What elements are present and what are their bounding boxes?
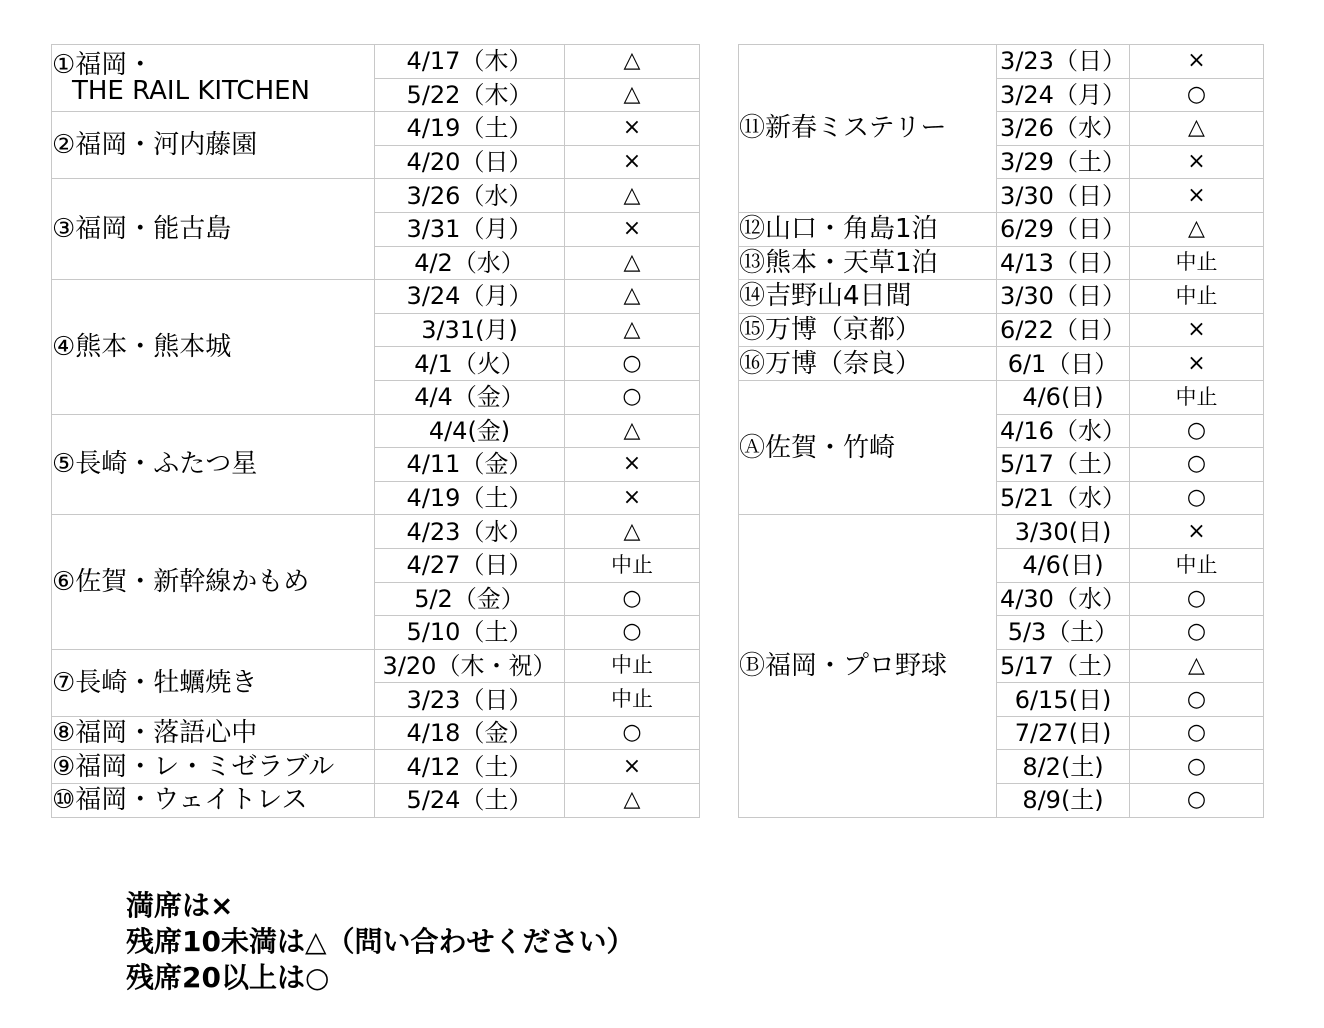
- seat-status: △: [565, 784, 700, 818]
- departure-date: 7/27(日): [997, 716, 1130, 750]
- route-name-line: ⑤長崎・ふたつ星: [52, 449, 258, 480]
- route-name: [739, 280, 997, 314]
- schedule-row: [739, 280, 1264, 314]
- route-name: [52, 414, 375, 515]
- seat-status: ○: [1130, 683, 1264, 717]
- route-name-line: THE RAIL KITCHEN: [72, 76, 310, 107]
- schedule-row: [52, 280, 700, 314]
- seat-status: ○: [1130, 481, 1264, 515]
- departure-date: 4/17（木）: [375, 45, 565, 79]
- route-name-line: ⑦長崎・牡蠣焼き: [52, 667, 258, 698]
- schedule-row: [739, 380, 1264, 414]
- schedule-row: [52, 784, 700, 818]
- schedule-row: [52, 414, 700, 448]
- route-name: [739, 313, 997, 347]
- schedule-row: [52, 649, 700, 683]
- schedule-row: [739, 212, 1264, 246]
- departure-date: 4/19（土）: [375, 481, 565, 515]
- departure-date: 5/24（土）: [375, 784, 565, 818]
- route-name-line: ⑯万博（奈良）: [739, 348, 922, 379]
- schedule-row: [52, 179, 700, 213]
- seat-status: △: [565, 515, 700, 549]
- seat-status: ×: [565, 448, 700, 482]
- seat-status: △: [565, 45, 700, 79]
- departure-date: 6/1（日）: [997, 347, 1130, 381]
- route-name: [52, 716, 375, 750]
- seat-status: △: [565, 78, 700, 112]
- departure-date: 3/23（日）: [375, 683, 565, 717]
- legend-many-seats: 残席20以上は○: [126, 961, 330, 994]
- route-name-line: ⑥佐賀・新幹線かもめ: [52, 567, 310, 597]
- route-name: [52, 784, 375, 818]
- departure-date: 3/20（木・祝）: [375, 649, 565, 683]
- departure-date: 5/17（土）: [997, 649, 1130, 683]
- schedule-row: [52, 716, 700, 750]
- departure-date: 3/31(月): [375, 313, 565, 347]
- seat-status: △: [1130, 649, 1264, 683]
- seat-status: ○: [1130, 616, 1264, 650]
- seat-status: △: [1130, 212, 1264, 246]
- seat-status: 中止: [565, 683, 700, 717]
- route-name-line: ⑨福岡・レ・ミゼラブル: [52, 751, 335, 782]
- seat-status: △: [565, 313, 700, 347]
- seat-status: ×: [1130, 313, 1264, 347]
- seat-status: 中止: [565, 548, 700, 582]
- departure-date: 4/16（水）: [997, 414, 1130, 448]
- departure-date: 4/4（金）: [375, 380, 565, 414]
- route-name: [739, 380, 997, 514]
- route-name-line: ⑧福岡・落語心中: [52, 718, 258, 749]
- seat-status: 中止: [1130, 280, 1264, 314]
- seat-status: ○: [565, 380, 700, 414]
- seat-status: ○: [565, 347, 700, 381]
- departure-date: 4/23（水）: [375, 515, 565, 549]
- departure-date: 8/9(土): [997, 784, 1130, 818]
- route-name: [52, 750, 375, 784]
- route-name-line: ⑭吉野山4日間: [739, 281, 912, 312]
- departure-date: 4/19（土）: [375, 112, 565, 146]
- route-name: [52, 179, 375, 280]
- departure-date: 5/3（土）: [997, 616, 1130, 650]
- seat-status: ○: [565, 582, 700, 616]
- route-name: [52, 45, 375, 112]
- seat-status: ×: [1130, 45, 1264, 79]
- seat-status: ○: [1130, 750, 1264, 784]
- legend-full: 満席は×: [126, 889, 234, 922]
- departure-date: 5/2（金）: [375, 582, 565, 616]
- route-name-line: ④熊本・熊本城: [52, 331, 232, 362]
- schedule-row: [52, 515, 700, 549]
- departure-date: 3/24（月）: [375, 280, 565, 314]
- route-name: [52, 280, 375, 414]
- seat-status: ×: [1130, 145, 1264, 179]
- seat-status: ○: [1130, 582, 1264, 616]
- seat-status: ×: [565, 212, 700, 246]
- seat-status: ○: [1130, 784, 1264, 818]
- departure-date: 5/22（木）: [375, 78, 565, 112]
- schedule-table-left: [51, 44, 700, 818]
- seat-status: ×: [565, 112, 700, 146]
- seat-status: △: [1130, 112, 1264, 146]
- route-name-line: ⑮万博（京都）: [739, 315, 922, 346]
- route-name-line: ①福岡・: [52, 50, 154, 81]
- departure-date: 4/13（日）: [997, 246, 1130, 280]
- seat-status: △: [565, 414, 700, 448]
- legend-few-seats: 残席10未満は△（問い合わせください）: [126, 925, 635, 958]
- departure-date: 4/1（火）: [375, 347, 565, 381]
- seat-status: ○: [565, 616, 700, 650]
- schedule-table-right: [738, 44, 1264, 818]
- departure-date: 3/29（土）: [997, 145, 1130, 179]
- departure-date: 4/4(金): [375, 414, 565, 448]
- route-name-line: ⑩福岡・ウェイトレス: [52, 785, 308, 816]
- departure-date: 4/12（土）: [375, 750, 565, 784]
- departure-date: 3/26（水）: [997, 112, 1130, 146]
- route-name: [52, 649, 375, 716]
- seat-status: △: [565, 179, 700, 213]
- departure-date: 5/10（土）: [375, 616, 565, 650]
- route-name: [739, 45, 997, 213]
- seat-status: ×: [565, 750, 700, 784]
- route-name-line: ②福岡・河内藤園: [52, 130, 258, 161]
- schedule-row: [739, 246, 1264, 280]
- departure-date: 4/6(日): [997, 380, 1130, 414]
- seat-status: ○: [1130, 448, 1264, 482]
- seat-status: ○: [1130, 78, 1264, 112]
- seat-status: ×: [1130, 515, 1264, 549]
- schedule-row: [739, 347, 1264, 381]
- seat-status: ×: [565, 145, 700, 179]
- departure-date: 4/30（水）: [997, 582, 1130, 616]
- route-name: [739, 515, 997, 817]
- seat-status: 中止: [1130, 380, 1264, 414]
- departure-date: 4/11（金）: [375, 448, 565, 482]
- seat-status: ○: [565, 716, 700, 750]
- seat-status: ×: [565, 481, 700, 515]
- schedule-row: [739, 313, 1264, 347]
- departure-date: 3/30（日）: [997, 280, 1130, 314]
- route-name: [52, 112, 375, 179]
- seat-status: ×: [1130, 179, 1264, 213]
- route-name-line: ⑫山口・角島1泊: [739, 214, 938, 245]
- departure-date: 3/30(日): [997, 515, 1130, 549]
- route-name: [739, 212, 997, 246]
- departure-date: 4/18（金）: [375, 716, 565, 750]
- seat-status: △: [565, 280, 700, 314]
- departure-date: 8/2(土): [997, 750, 1130, 784]
- route-name: [52, 515, 375, 649]
- departure-date: 4/2（水）: [375, 246, 565, 280]
- seat-status: ○: [1130, 716, 1264, 750]
- seat-status: 中止: [1130, 246, 1264, 280]
- schedule-row: [739, 515, 1264, 549]
- departure-date: 4/20（日）: [375, 145, 565, 179]
- departure-date: 3/26（水）: [375, 179, 565, 213]
- departure-date: 3/31（月）: [375, 212, 565, 246]
- departure-date: 6/22（日）: [997, 313, 1130, 347]
- departure-date: 4/27（日）: [375, 548, 565, 582]
- departure-date: 6/29（日）: [997, 212, 1130, 246]
- route-name-line: ③福岡・能古島: [52, 214, 232, 245]
- schedule-row: [52, 45, 700, 79]
- seat-status: ×: [1130, 347, 1264, 381]
- route-name: [739, 347, 997, 381]
- seat-status: △: [565, 246, 700, 280]
- departure-date: 3/30（日）: [997, 179, 1130, 213]
- schedule-row: [52, 112, 700, 146]
- route-name-line: ⑪新春ミステリー: [739, 113, 947, 144]
- seat-status: 中止: [1130, 548, 1264, 582]
- schedule-row: [52, 750, 700, 784]
- departure-date: 6/15(日): [997, 683, 1130, 717]
- seat-status: 中止: [565, 649, 700, 683]
- departure-date: 3/23（日）: [997, 45, 1130, 79]
- departure-date: 5/17（土）: [997, 448, 1130, 482]
- availability-legend: [126, 888, 635, 996]
- route-name: [739, 246, 997, 280]
- route-name-line: Ⓑ福岡・プロ野球: [739, 650, 948, 681]
- departure-date: 5/21（水）: [997, 481, 1130, 515]
- route-name-line: ⑬熊本・天草1泊: [739, 247, 938, 278]
- seat-status: ○: [1130, 414, 1264, 448]
- departure-date: 4/6(日): [997, 548, 1130, 582]
- departure-date: 3/24（月）: [997, 78, 1130, 112]
- route-name-line: Ⓐ佐賀・竹崎: [739, 432, 896, 463]
- schedule-row: [739, 45, 1264, 79]
